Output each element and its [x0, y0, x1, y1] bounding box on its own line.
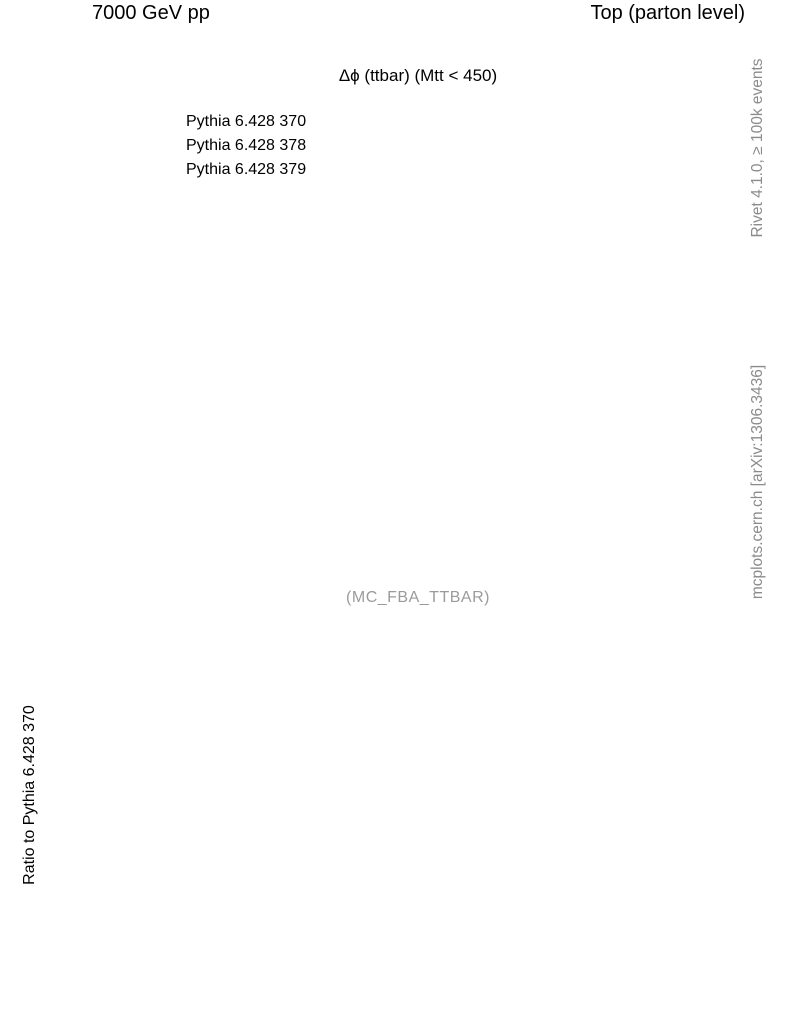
legend-item-pythia-370 [118, 110, 306, 134]
analysis-watermark: (MC_FBA_TTBAR) [346, 589, 490, 606]
legend-marker-pythia-370-icon [118, 112, 176, 132]
legend-item-pythia-379 [118, 158, 306, 182]
legend-label-pythia-370: Pythia 6.428 370 [186, 113, 307, 130]
legend-label-pythia-378: Pythia 6.428 378 [186, 137, 307, 154]
beam-energy-label: 7000 GeV pp [92, 2, 210, 24]
legend-label-pythia-379: Pythia 6.428 379 [186, 161, 307, 178]
analysis-category-label: Top (parton level) [590, 2, 745, 24]
rivet-version-note: Rivet 4.1.0, ≥ 100k events [749, 58, 766, 238]
legend-item-pythia-378 [118, 134, 306, 158]
mcplots-reference-note: mcplots.cern.ch [arXiv:1306.3436] [749, 364, 766, 600]
legend-marker-pythia-378-icon [118, 136, 176, 156]
legend-marker-pythia-379-icon [118, 160, 176, 180]
plot-title: Δϕ (ttbar) (Mtt < 450) [338, 66, 498, 85]
ratio-axis-label: Ratio to Pythia 6.428 370 [21, 705, 38, 885]
legend [118, 110, 306, 182]
